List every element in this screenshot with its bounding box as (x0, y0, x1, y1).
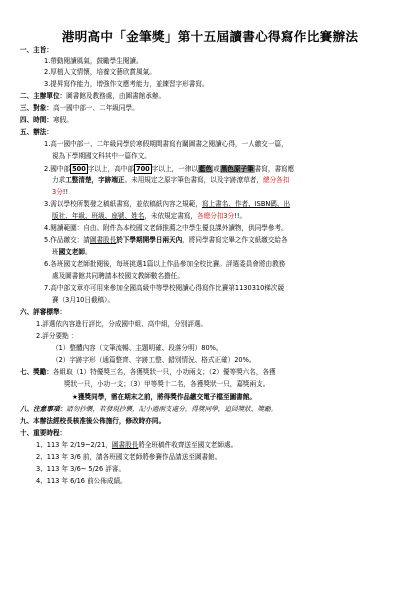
notice-line: 八、注意事項：請勿抄襲，若發現抄襲，記小過兩支處分，得獎同學，追回獎狀、獎勵。 (20, 405, 278, 413)
rule-item-word-count: 2.國中部 500 字以上，高中部 700 字以上，一律以藍色或黑色原子筆書寫，書寫應 (44, 165, 295, 173)
purpose-item: 2.厚植人文情懷，培養文藝欣賞風氣。 (44, 68, 156, 76)
schedule-item: 2、113 年 3/6 前，請各班國文老師將參賽作品請送至圖書館。 (36, 453, 222, 461)
word-count-junior: 500 (72, 165, 86, 173)
rule-item-cont: 處及圖書館共同聘請本校國文教師數名擔任。 (52, 272, 184, 280)
purpose-item: 1.帶動閱讀風氣，鼓勵學生閱讀。 (44, 57, 143, 65)
section-heading: 四、時間： (20, 116, 53, 124)
awards-note: ★獲獎同學，需在期末之前，將得獎作品繳交電子檔至圖書館。 (72, 393, 256, 401)
awards-line: 七、獎勵：各組取（1）特優獎三名，各獲獎狀一只，小功兩支；（2）優等獎六名，各獲 (20, 368, 276, 376)
pen-color-blue: 藍色 (198, 165, 213, 173)
organizer-text: 圖書館及教務處，由圖書館承辦。 (66, 92, 166, 100)
schedule-item: 1、113 年 2/19~2/21，圖書股長將全班稿件收齊送至國文老師處。 (36, 441, 238, 449)
section-heading: 五、辦法： (20, 128, 53, 136)
rule-item-cont: 班國文老師。 (52, 248, 92, 256)
schedule-item: 3、113 年 3/6~ 5/26 評審。 (36, 465, 126, 473)
page-title: 港明高中「金筆獎」第十五屆讀書心得寫作比賽辦法 (61, 29, 359, 44)
rule-item-cont: 3分!! (52, 188, 69, 196)
time-line (20, 116, 73, 125)
criteria-item: 2.評分要點 ： (36, 332, 78, 340)
rule-item-cont: 力求工整清楚，字跡端正。未用規定之原字筆色書寫，以及字跡潦草者，總分各扣 (52, 176, 290, 184)
rule-item-submission: 5.作品繳交：請圖書股長於下學期開學日兩天內，將同學書寫完畢之作文紙繳交給各 (44, 236, 288, 244)
section-heading: 七、獎勵： (20, 368, 53, 376)
rule-item-paper: 3.需以學校所製發之稿紙書寫，並依稿紙內容之規範，寫上書名、作者、ISBN碼、出 (44, 200, 291, 208)
rule-item: 4.閱讀範圍：自由。附件為本校國文老師推薦之中學生優良課外讀物，供同學參考。 (44, 224, 288, 232)
section-heading: 一、主旨： (20, 46, 53, 54)
section-heading: 六、評審標準： (20, 308, 67, 316)
penalty-text: 各總分扣3分 (197, 212, 235, 220)
section-heading: 二、主辦單位： (20, 92, 67, 100)
purpose-item: 3.提昇寫作能力，增強作文應考能力，並練習字形書寫。 (44, 80, 209, 88)
audience-text: 高一國中部一、二年級同學。 (52, 104, 139, 112)
rule-item-cont: 視為下學期國文科其中一篇作文。 (52, 152, 151, 160)
schedule-item: 4、113 年 6/16 前公佈成績。 (36, 477, 127, 485)
organizer-line (20, 92, 165, 101)
section-heading: 八、注意事項： (20, 405, 67, 413)
criteria-item: （1）整體內容（文筆流暢、主題明確、段落分明）80%。 (52, 344, 223, 352)
rule-item: 7.高中部文章亦可用來參加全國高級中等學校閱讀心得寫作比賽第1130310梯次競 (44, 284, 285, 292)
criteria-item: 1.評選依內容進行評比，分成國中組、高中組，分別評選。 (36, 320, 208, 328)
section-heading: 三、對象： (20, 104, 53, 112)
criteria-item: （2）字跡字形（通篇整齊、字跡工整、錯別情況、格式正確）20%。 (52, 356, 256, 364)
rule-item-cont: 賽（3月10日截稿）。 (52, 296, 115, 304)
section-heading: 十、重要時程： (20, 429, 67, 437)
audience-line (20, 104, 139, 113)
rule-item-cont: 版社、年級、班級、座號、姓名，未依規定書寫，各總分扣3分!!。 (52, 212, 247, 220)
awards-line-cont: 獎狀一只，小功一支；（3）甲等獎十二名，各獲獎狀一只，嘉獎兩支。 (64, 380, 270, 388)
penalty-text: 總分各扣 (263, 176, 290, 184)
rule-item: 1.高一國中部一、二年級同學於寒假期間書寫有關圖書之閱讀心得，一人繳交一篇， (44, 140, 288, 148)
pen-color-black: 黑色原子筆 (220, 165, 254, 173)
section-heading: 九、本辦法經校長核准後公佈施行，修改時亦同。 (20, 417, 166, 425)
time-text: 寒假。 (52, 116, 73, 124)
word-count-senior: 700 (136, 165, 150, 173)
rule-item: 6.各班國文老師批閱後，每班挑選1篇以上作品參加全校比賽。評選委員會將由教務 (44, 260, 286, 268)
